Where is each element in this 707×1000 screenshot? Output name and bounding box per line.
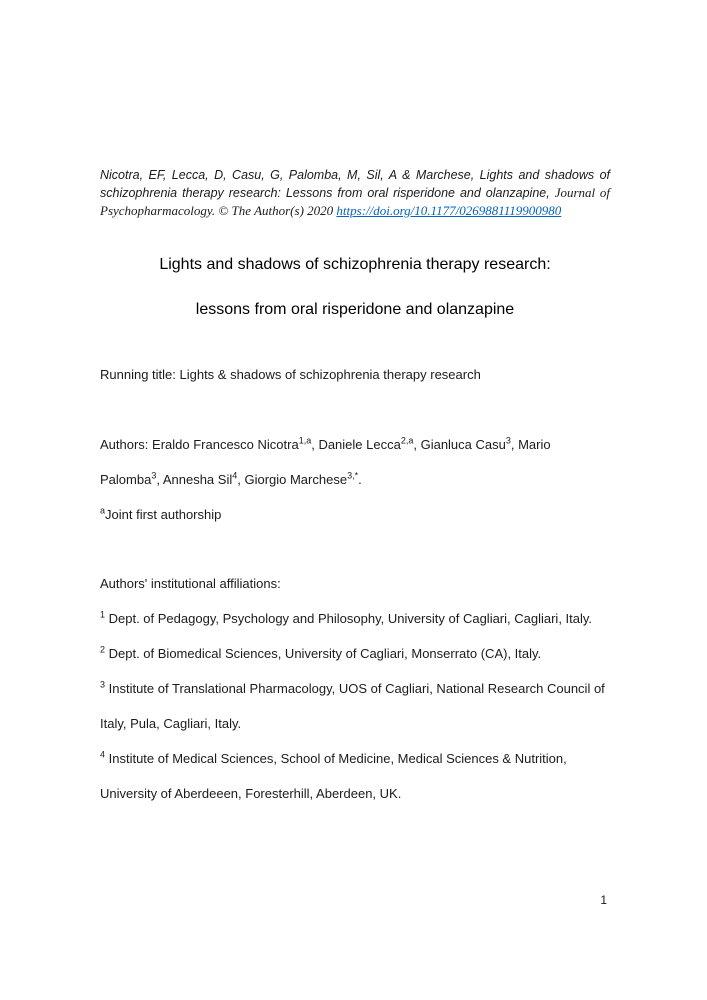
- authors-names: Eraldo Francesco Nicotra$^{1,a}$, Daniele Lecca$^{2,a}$, Gianluca Casu$^3$, Mario Palomba$^3$, Annesha Sil$^4$, Giorgio Marchese$^{3,*}$.: [100, 435, 551, 487]
- joint-authorship-sup: a: [100, 505, 106, 516]
- page-number: 1: [600, 893, 607, 907]
- affiliations-heading: Authors' institutional affiliations:: [100, 576, 281, 591]
- citation-block: [100, 166, 610, 220]
- joint-authorship-note: [100, 497, 610, 532]
- authors-label: Authors:: [100, 437, 153, 452]
- affiliation-item: $^1$ Dept. of Pedagogy, Psychology and Philosophy, University of Cagliari, Cagliari, Italy.: [100, 609, 593, 626]
- paper-title-line2: lessons from oral risperidone and olanzapine: [195, 301, 515, 318]
- running-title: Running title: Lights & shadows of schizophrenia therapy research: [100, 367, 481, 382]
- journal-name: Journal of Psychopharmacology. © The Author(s) 2020: [100, 185, 610, 218]
- paper-title-line1: Lights and shadows of schizophrenia therapy research:: [159, 256, 551, 273]
- authors-line: [100, 427, 610, 497]
- paper-title: [100, 256, 610, 319]
- citation-text: Nicotra, EF, Lecca, D, Casu, G, Palomba, M, Sil, A & Marchese, Lights and shadows of schizophrenia therapy research: Lessons from oral risperidone and olanzapine,: [100, 168, 610, 200]
- page-content: [100, 166, 610, 811]
- affiliations-list: [100, 601, 610, 811]
- affiliation-item: $^4$ Institute of Medical Sciences, School of Medicine, Medical Sciences & Nutrition, University of Aberdeeen, Foresterhill, Aberdeen, UK.: [100, 749, 567, 801]
- affiliation-item: $^3$ Institute of Translational Pharmacology, UOS of Cagliari, National Research Council of Italy, Pula, Cagliari, Italy.: [100, 679, 605, 731]
- affiliation-item: $^2$ Dept. of Biomedical Sciences, University of Cagliari, Monserrato (CA), Italy.: [100, 644, 542, 661]
- body-text: [100, 357, 610, 811]
- joint-authorship-text: Joint first authorship: [105, 507, 222, 522]
- doi-link[interactable]: https://doi.org/10.1177/0269881119900980: [336, 203, 562, 218]
